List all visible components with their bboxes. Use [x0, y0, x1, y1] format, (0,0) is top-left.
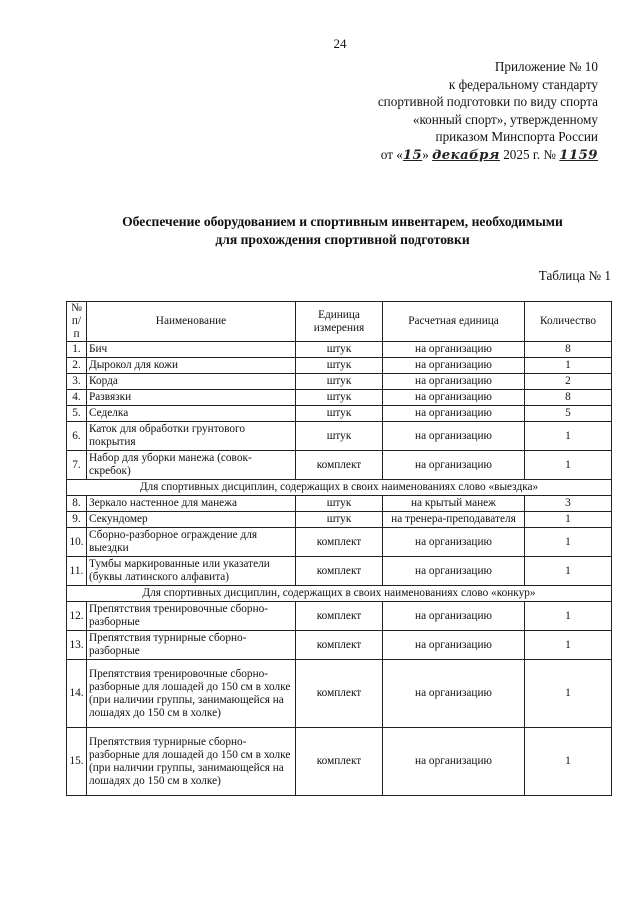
table-row: [67, 512, 612, 528]
calculation-unit: на организацию: [383, 390, 525, 406]
date-mid: »: [422, 146, 429, 162]
table-label: Таблица № 1: [538, 268, 611, 283]
item-name: Препятствия тренировочные сборно-разборные для лошадей до 150 см в холке (при наличии группы, занимающейся на лошадях до 150 см в холке): [87, 660, 296, 728]
unit-of-measure: штук: [296, 406, 383, 422]
header-name: Наименование: [87, 302, 296, 342]
row-number: 3.: [67, 374, 87, 390]
table-row: [67, 602, 612, 631]
appendix-line: Приложение № 10: [494, 59, 598, 74]
table-row: [67, 557, 612, 586]
calculation-unit: на организацию: [383, 631, 525, 660]
row-number: 8.: [67, 496, 87, 512]
date-year: 2025 г. №: [503, 146, 556, 162]
quantity: 8: [525, 342, 612, 358]
quantity: 2: [525, 374, 612, 390]
order-date-line: [330, 146, 598, 165]
table-row: [67, 342, 612, 358]
section-row: [67, 480, 612, 496]
row-number: 15.: [67, 728, 87, 796]
header-num: № п/п: [67, 302, 87, 342]
row-number: 5.: [67, 406, 87, 422]
item-name: Бич: [87, 342, 296, 358]
calculation-unit: на организацию: [383, 557, 525, 586]
table-row: [67, 660, 612, 728]
table-body: [67, 342, 612, 796]
row-number: 7.: [67, 451, 87, 480]
quantity: 5: [525, 406, 612, 422]
unit-of-measure: комплект: [296, 631, 383, 660]
unit-of-measure: штук: [296, 496, 383, 512]
calculation-unit: на организацию: [383, 358, 525, 374]
row-number: 13.: [67, 631, 87, 660]
section-heading: Для спортивных дисциплин, содержащих в своих наименованиях слово «конкур»: [67, 586, 612, 602]
equipment-table: [66, 301, 612, 796]
item-name: Препятствия тренировочные сборно-разборные: [87, 602, 296, 631]
quantity: 1: [525, 512, 612, 528]
title-line: для прохождения спортивной подготовки: [215, 232, 470, 247]
unit-of-measure: штук: [296, 512, 383, 528]
item-name: Корда: [87, 374, 296, 390]
unit-of-measure: комплект: [296, 602, 383, 631]
row-number: 6.: [67, 422, 87, 451]
row-number: 14.: [67, 660, 87, 728]
row-number: 4.: [67, 390, 87, 406]
calculation-unit: на организацию: [383, 406, 525, 422]
item-name: Секундомер: [87, 512, 296, 528]
unit-of-measure: штук: [296, 374, 383, 390]
appendix-block: [330, 58, 598, 164]
header-quantity: Количество: [525, 302, 612, 342]
unit-of-measure: штук: [296, 422, 383, 451]
quantity: 1: [525, 602, 612, 631]
calculation-unit: на организацию: [383, 660, 525, 728]
quantity: 1: [525, 358, 612, 374]
section-row: [67, 586, 612, 602]
quantity: 1: [525, 557, 612, 586]
header-calc-unit: Расчетная единица: [383, 302, 525, 342]
appendix-line: спортивной подготовки по виду спорта: [377, 94, 598, 109]
table-row: [67, 631, 612, 660]
row-number: 12.: [67, 602, 87, 631]
calculation-unit: на организацию: [383, 374, 525, 390]
table-row: [67, 451, 612, 480]
table-row: [67, 390, 612, 406]
date-prefix: от «: [380, 146, 403, 162]
quantity: 1: [525, 422, 612, 451]
item-name: Сборно-разборное ограждение для выездки: [87, 528, 296, 557]
page-number: 24: [333, 36, 347, 51]
title-line: Обеспечение оборудованием и спортивным инвентарем, необходимыми: [122, 214, 563, 229]
row-number: 9.: [67, 512, 87, 528]
calculation-unit: на крытый манеж: [383, 496, 525, 512]
calculation-unit: на организацию: [383, 728, 525, 796]
row-number: 10.: [67, 528, 87, 557]
appendix-line: к федеральному стандарту: [448, 76, 598, 92]
unit-of-measure: комплект: [296, 528, 383, 557]
unit-of-measure: штук: [296, 358, 383, 374]
quantity: 1: [525, 728, 612, 796]
calculation-unit: на организацию: [383, 342, 525, 358]
item-name: Седелка: [87, 406, 296, 422]
table-row: [67, 374, 612, 390]
table-row: [67, 496, 612, 512]
unit-of-measure: комплект: [296, 451, 383, 480]
item-name: Тумбы маркированные или указатели (буквы латинского алфавита): [87, 557, 296, 586]
document-title: [70, 213, 615, 249]
quantity: 8: [525, 390, 612, 406]
table-row: [67, 528, 612, 557]
unit-of-measure: комплект: [296, 557, 383, 586]
appendix-line: приказом Минспорта России: [435, 129, 598, 144]
handwritten-day: 15: [402, 147, 423, 163]
item-name: Зеркало настенное для манежа: [87, 496, 296, 512]
unit-of-measure: штук: [296, 342, 383, 358]
quantity: 1: [525, 631, 612, 660]
item-name: Препятствия турнирные сборно-разборные: [87, 631, 296, 660]
table-row: [67, 406, 612, 422]
table-row: [67, 728, 612, 796]
row-number: 2.: [67, 358, 87, 374]
row-number: 1.: [67, 342, 87, 358]
appendix-line: «конный спорт», утвержденному: [412, 111, 598, 127]
item-name: Препятствия турнирные сборно-разборные для лошадей до 150 см в холке (при наличии группы, занимающейся на лошадях до 150 см в холке): [87, 728, 296, 796]
handwritten-month: декабря: [432, 147, 500, 163]
calculation-unit: на организацию: [383, 602, 525, 631]
quantity: 1: [525, 528, 612, 557]
header-unit: Единица измерения: [296, 302, 383, 342]
quantity: 1: [525, 660, 612, 728]
unit-of-measure: штук: [296, 390, 383, 406]
calculation-unit: на организацию: [383, 451, 525, 480]
quantity: 3: [525, 496, 612, 512]
calculation-unit: на организацию: [383, 528, 525, 557]
item-name: Дырокол для кожи: [87, 358, 296, 374]
calculation-unit: на организацию: [383, 422, 525, 451]
table-row: [67, 422, 612, 451]
handwritten-order-number: 1159: [559, 147, 598, 163]
item-name: Каток для обработки грунтового покрытия: [87, 422, 296, 451]
unit-of-measure: комплект: [296, 660, 383, 728]
item-name: Развязки: [87, 390, 296, 406]
row-number: 11.: [67, 557, 87, 586]
item-name: Набор для уборки манежа (совок-скребок): [87, 451, 296, 480]
unit-of-measure: комплект: [296, 728, 383, 796]
section-heading: Для спортивных дисциплин, содержащих в своих наименованиях слово «выездка»: [67, 480, 612, 496]
calculation-unit: на тренера-преподавателя: [383, 512, 525, 528]
table-row: [67, 358, 612, 374]
quantity: 1: [525, 451, 612, 480]
